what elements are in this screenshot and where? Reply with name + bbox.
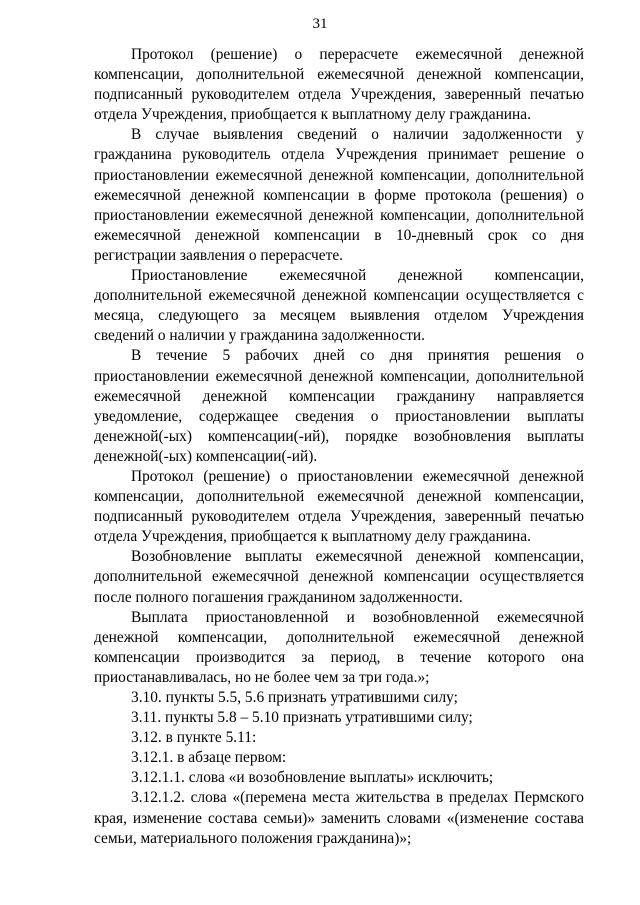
paragraph-payment-period: Выплата приостановленной и возобновленной ежемесячной денежной компенсации, дополнительной ежемесячной денежной компенсации производится за период, в течение которого она приостанавливалась, но не более чем за три года.»;	[94, 608, 584, 686]
document-body	[94, 45, 584, 849]
paragraph-protocol-recalculation: Протокол (решение) о перерасчете ежемесячной денежной компенсации, дополнительной ежемесячной денежной компенсации, подписанный руководителем отдела Учреждения, заверенный печатью отдела Учреждения, приобщается к выплатному делу гражданина.	[94, 46, 584, 124]
clause-3-11: 3.11. пункты 5.8 – 5.10 признать утратившими силу;	[131, 709, 473, 727]
paragraph-suspension-start: Приостановление ежемесячной денежной компенсации, дополнительной ежемесячной денежной компенсации осуществляется с месяца, следующего за месяцем выявления отделом Учреждения сведений о наличии у гражданина задолженности.	[94, 267, 584, 345]
clause-3-12: 3.12. в пункте 5.11:	[131, 729, 257, 747]
clause-3-12-1-1: 3.12.1.1. слова «и возобновление выплаты» исключить;	[131, 769, 494, 787]
clause-3-12-1-2: 3.12.1.2. слова «(перемена места жительства в пределах Пермского края, изменение состава семьи)» заменить словами «(изменение состава семьи, материального положения гражданина)»;	[94, 789, 584, 847]
page-number: 31	[312, 16, 328, 32]
paragraph-notification: В течение 5 рабочих дней со дня принятия решения о приостановлении ежемесячной денежной компенсации, дополнительной ежемесячной денежной компенсации гражданину направляется уведомление, содержащее сведения о приостановлении выплаты денежной(-ых) компенсации(-ий), порядке возобновления выплаты денежной(-ых) компенсации(-ий).	[94, 347, 584, 465]
clause-3-12-1: 3.12.1. в абзаце первом:	[131, 749, 287, 767]
paragraph-debt-detection: В случае выявления сведений о наличии задолженности у гражданина руководитель отдела Учреждения принимает решение о приостановлении ежемесячной денежной компенсации, дополнительной ежемесячной денежной компенсации в форме протокола (решения) о приостановлении ежемесячной денежной компенсации, дополнительной ежемесячной денежной компенсации в 10-дневный срок со дня регистрации заявления о перерасчете.	[94, 126, 584, 264]
paragraph-resumption: Возобновление выплаты ежемесячной денежной компенсации, дополнительной ежемесячной денежной компенсации осуществляется после полного погашения гражданином задолженности.	[94, 548, 584, 606]
paragraph-protocol-suspension: Протокол (решение) о приостановлении ежемесячной денежной компенсации, дополнительной ежемесячной денежной компенсации, подписанный руководителем отдела Учреждения, заверенный печатью отдела Учреждения, приобщается к выплатному делу гражданина.	[94, 467, 584, 546]
clause-3-10: 3.10. пункты 5.5, 5.6 признать утратившими силу;	[131, 689, 458, 706]
